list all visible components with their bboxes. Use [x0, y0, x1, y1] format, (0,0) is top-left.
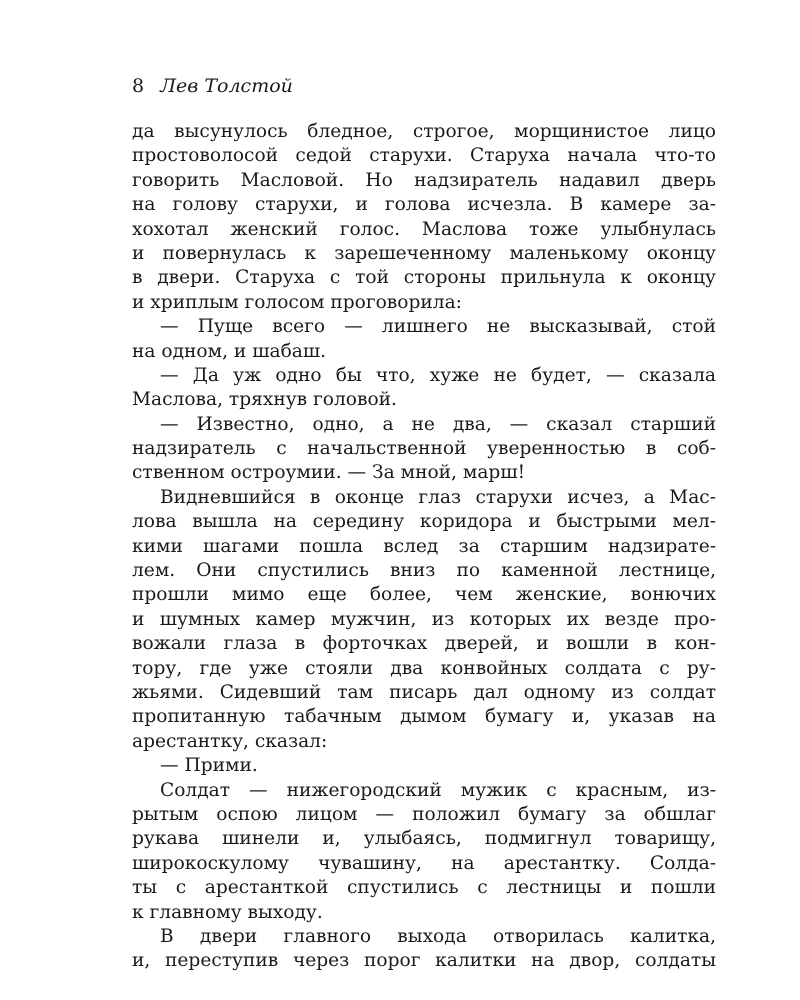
text-line: В двери главного выхода отворилась калитка,	[160, 925, 716, 947]
text-line: к главному выходу.	[132, 901, 323, 923]
text-line: жьями. Сидевший там писарь дал одному из солдат	[132, 681, 716, 703]
text-line: Видневшийся в оконце глаз старухи исчез, а Мас-	[160, 486, 716, 508]
text-line: — Прими.	[160, 755, 258, 777]
text-line: ты с арестанткой спустились с лестницы и пошли	[132, 877, 716, 899]
text-line: и хриплым голосом проговорила:	[132, 291, 462, 313]
text-line: в двери. Старуха с той стороны прильнула к оконцу	[132, 267, 716, 289]
text-line: и шумных камер мужчин, из которых их везде про-	[132, 608, 716, 630]
text-line: тору, где уже стояли два конвойных солдата с ру-	[132, 657, 716, 679]
text-line: хохотал женский голос. Маслова тоже улыбнулась	[132, 218, 716, 240]
text-line: лова вышла на середину коридора и быстрыми мел-	[132, 511, 716, 533]
text-line: и, переступив через порог калитки на двор, солдаты	[132, 950, 716, 972]
text-line: на одном, и шабаш.	[132, 340, 327, 362]
text-line: арестантку, сказал:	[132, 730, 328, 752]
text-line: — Известно, одно, а не два, — сказал старший	[160, 413, 716, 435]
body-text	[132, 120, 716, 974]
text-line: простоволосой седой старухи. Старуха начала что-то	[132, 145, 716, 167]
text-line: лем. Они спустились вниз по каменной лестнице,	[132, 560, 716, 582]
text-line: — Да уж одно бы что, хуже не будет, — сказала	[160, 364, 716, 386]
text-line: рытым оспою лицом — положил бумагу за обшлаг	[132, 803, 716, 825]
running-title: Лев Толстой	[160, 75, 293, 97]
text-line: Солдат — нижегородский мужик с красным, из-	[160, 779, 716, 801]
text-line: надзиратель с начальственной уверенностью в соб-	[132, 438, 716, 460]
text-line: и повернулась к зарешеченному маленькому оконцу	[132, 242, 716, 264]
text-line: на голову старухи, и голова исчезла. В камере за-	[132, 194, 716, 216]
text-line: да высунулось бледное, строгое, морщинистое лицо	[132, 121, 716, 142]
running-header	[132, 74, 293, 98]
text-line: — Пуще всего — лишнего не высказывай, стой	[160, 316, 716, 338]
text-line: ственном остроумии. — За мной, марш!	[132, 462, 526, 484]
text-line: прошли мимо еще более, чем женские, вонючих	[132, 584, 716, 606]
text-line: Маслова, тряхнув головой.	[132, 389, 397, 411]
text-line: кими шагами пошла вслед за старшим надзирате-	[132, 535, 716, 557]
text-line: говорить Масловой. Но надзиратель надавил дверь	[132, 169, 716, 191]
text-line: широкоскулому чувашину, на арестантку. Солда-	[132, 852, 716, 874]
page-number: 8	[132, 75, 145, 97]
text-line: рукава шинели и, улыбаясь, подмигнул товарищу,	[132, 828, 716, 850]
text-line: вожали глаза в форточках дверей, и вошли в кон-	[132, 633, 716, 655]
text-line: пропитанную табачным дымом бумагу и, указав на	[132, 706, 716, 728]
